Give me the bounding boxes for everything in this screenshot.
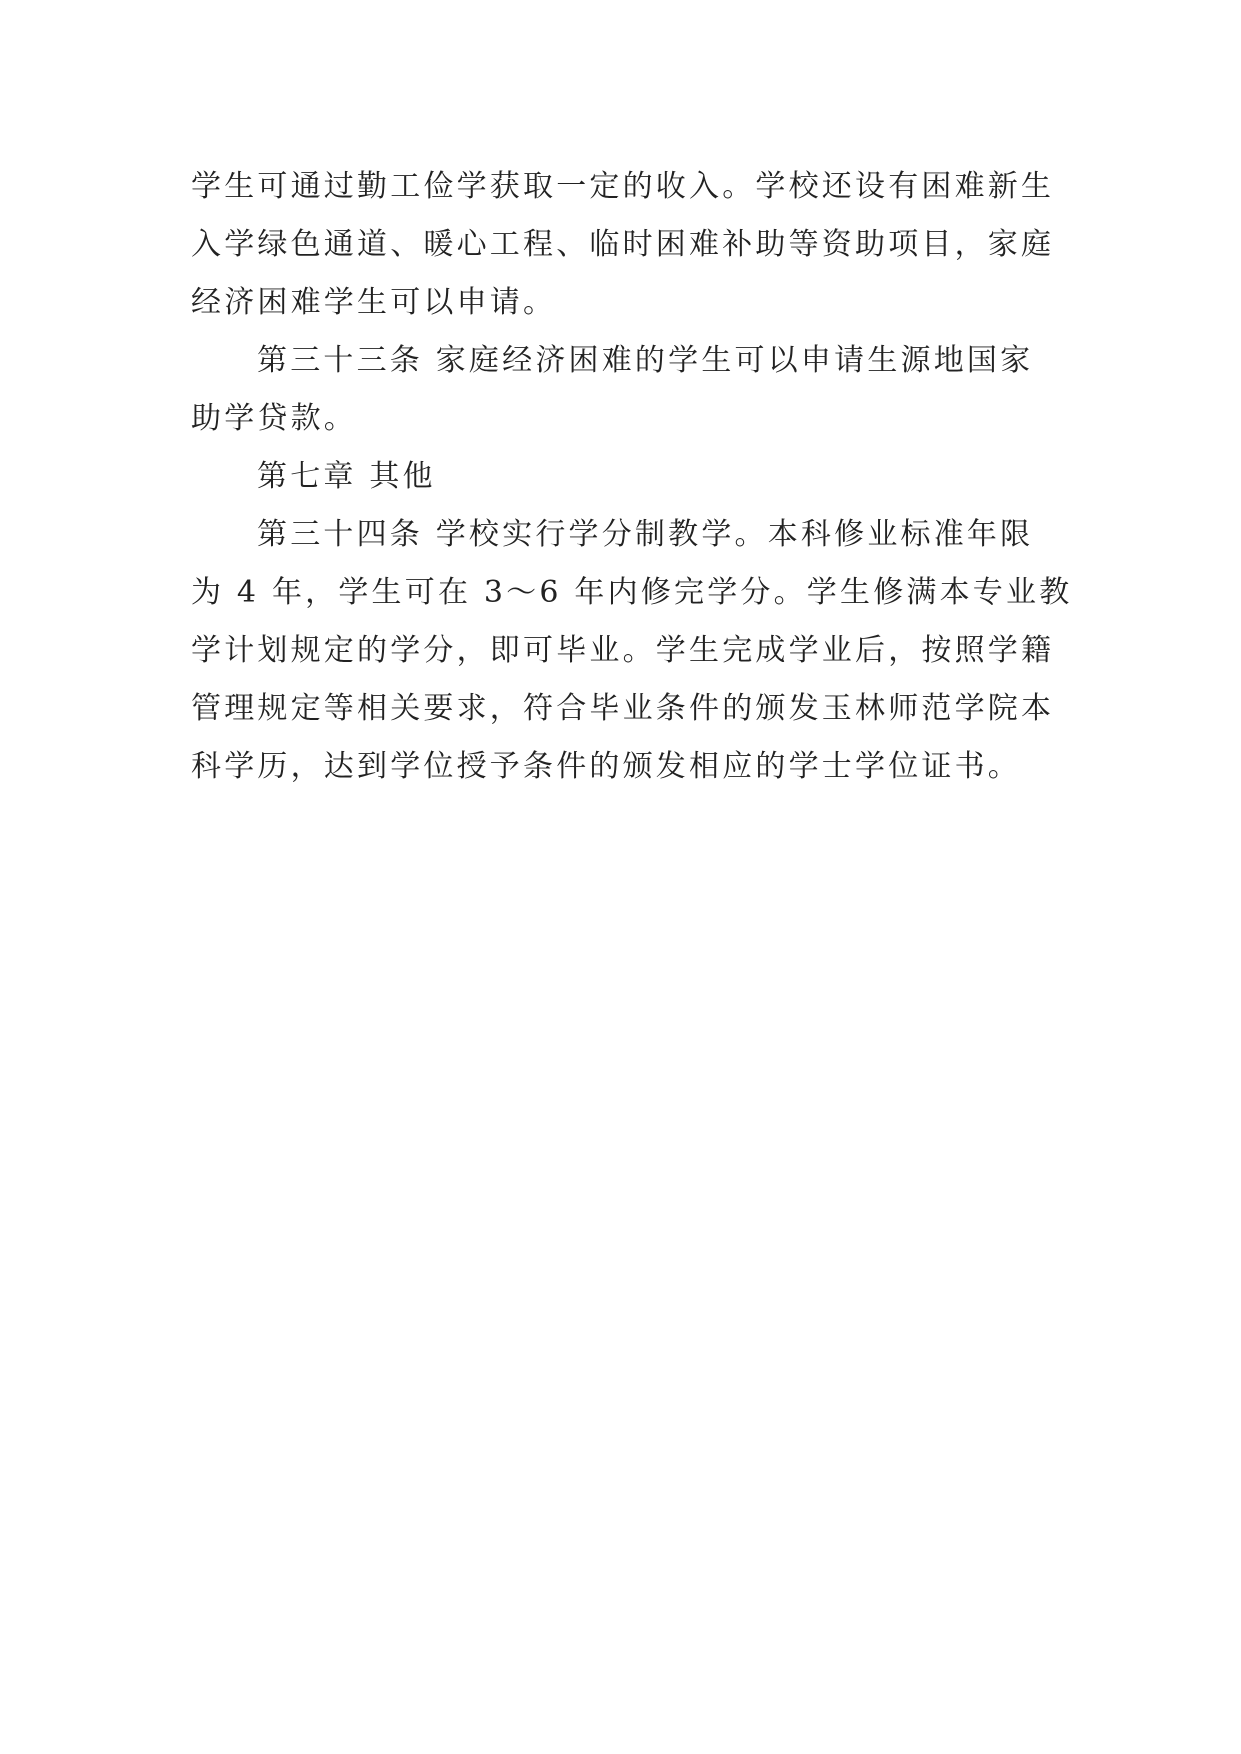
text-line: 经济困难学生可以申请。 — [191, 285, 557, 320]
text-line: 入学绿色通道、暖心工程、临时困难补助等资助项目，家庭 — [191, 227, 1055, 262]
text-line: 助学贷款。 — [191, 401, 357, 436]
body-text — [191, 158, 1073, 796]
text-line: 学计划规定的学分，即可毕业。学生完成学业后，按照学籍 — [191, 633, 1055, 668]
article-33-heading-line: 第三十三条 家庭经济困难的学生可以申请生源地国家 — [257, 343, 1034, 378]
text-line: 管理规定等相关要求，符合毕业条件的颁发玉林师范学院本 — [191, 691, 1055, 726]
text-line: 科学历，达到学位授予条件的颁发相应的学士学位证书。 — [191, 749, 1021, 784]
chapter-7-title: 第七章 其他 — [257, 459, 436, 494]
text-line: 为 4 年，学生可在 3～6 年内修完学分。学生修满本专业教 — [191, 575, 1073, 610]
text-line: 学生可通过勤工俭学获取一定的收入。学校还设有困难新生 — [191, 169, 1055, 204]
article-34-heading-line: 第三十四条 学校实行学分制教学。本科修业标准年限 — [257, 517, 1034, 552]
